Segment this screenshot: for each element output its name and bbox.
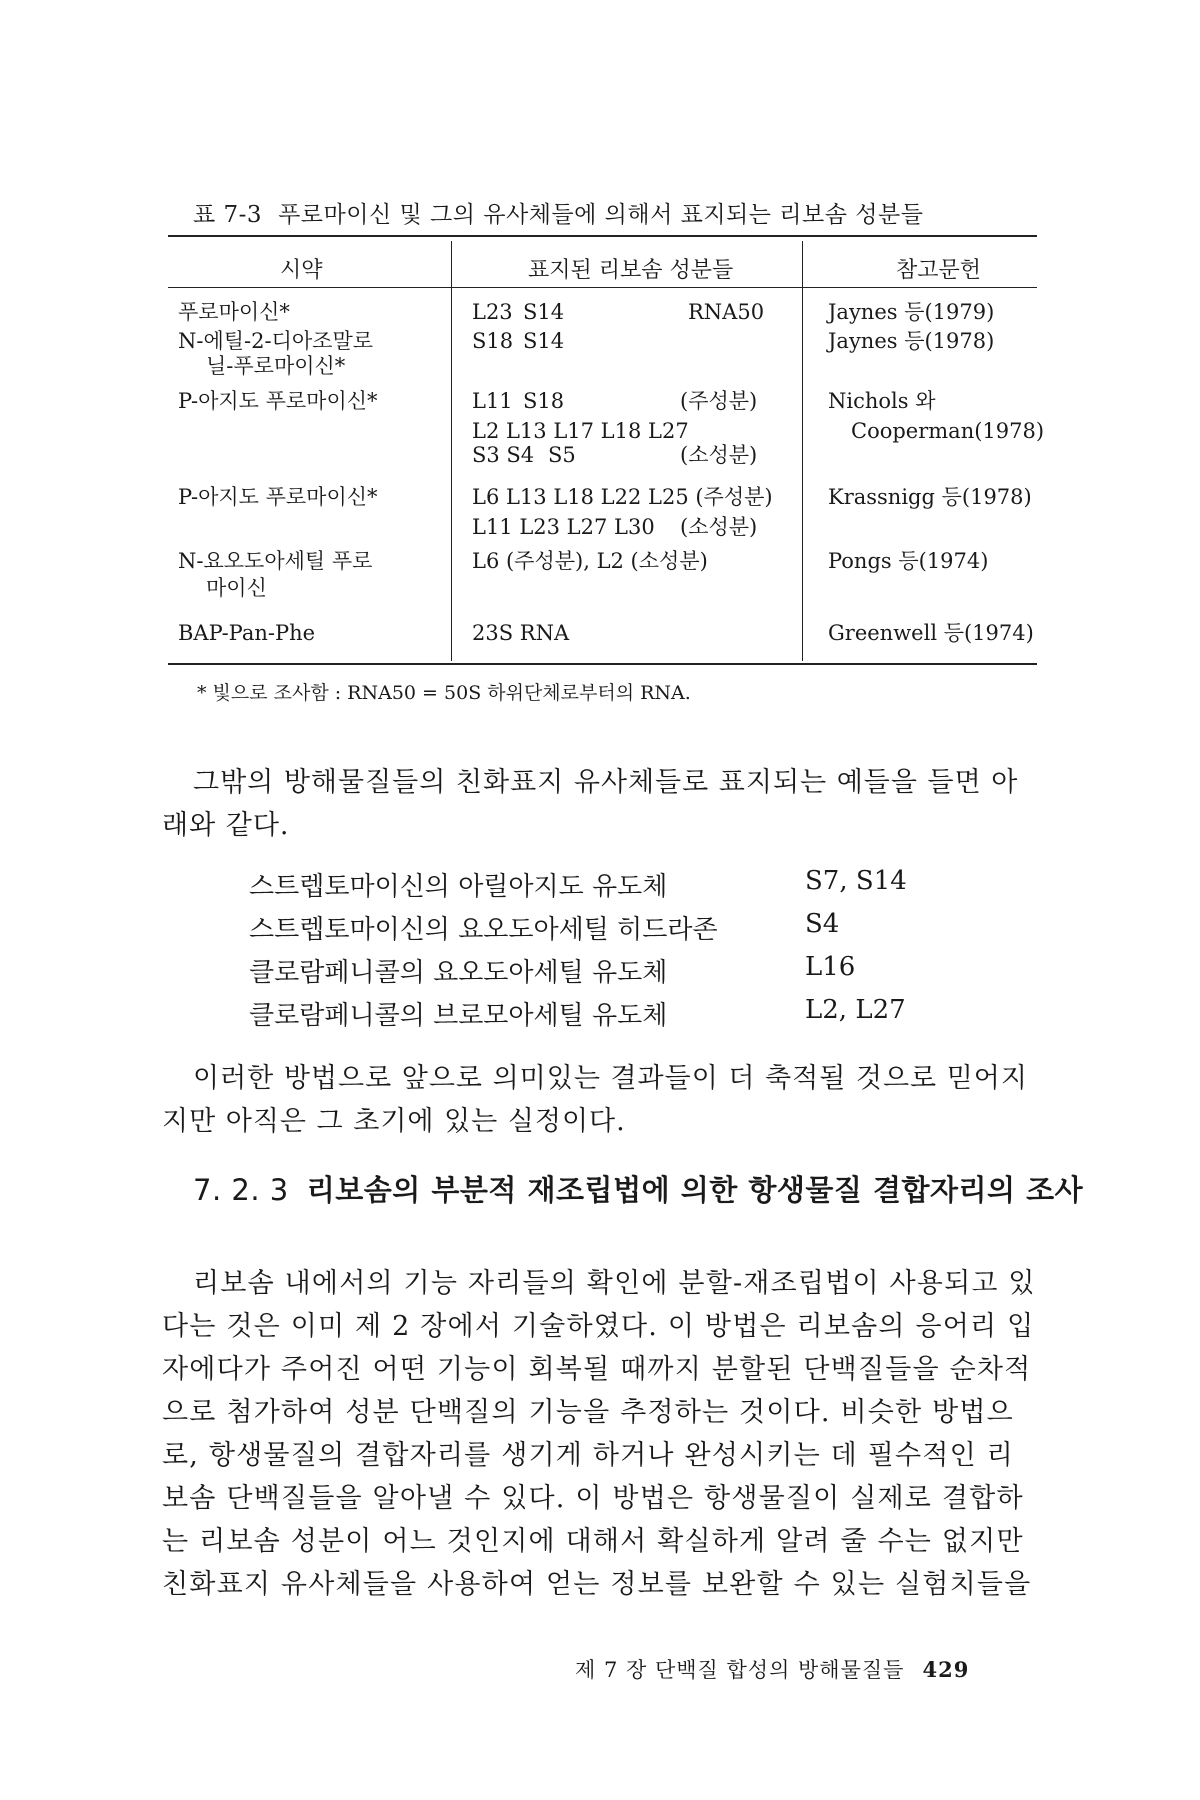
derivative-components: S4 <box>805 909 840 939</box>
table-cell-component: S5 <box>548 443 576 467</box>
table-cell-component: L6 L13 L18 L22 L25 (주성분) <box>472 485 773 509</box>
running-footer <box>575 1654 969 1684</box>
table-cell-component: (소성분) <box>680 515 758 539</box>
intro-line: 래와 같다. <box>162 810 290 841</box>
body-line: 보솜 단백질들을 알아낼 수 있다. 이 방법은 항생물질이 실제로 결합하 <box>162 1483 1024 1514</box>
table-cell-component: (주성분) <box>680 389 758 413</box>
intro-line: 그밖의 방해물질들의 친화표지 유사체들로 표지되는 예들을 들면 아 <box>193 767 1019 798</box>
table-cell-component: S18 <box>472 329 514 353</box>
ribosome-components-table <box>168 235 1045 665</box>
table-cell-component: 23S RNA <box>472 621 570 645</box>
body-line: 리보솜 내에서의 기능 자리들의 확인에 분할-재조립법이 사용되고 있 <box>193 1268 1036 1299</box>
derivative-name: 스트렙토마이신의 아릴아지도 유도체 <box>249 872 668 902</box>
body-line: 친화표지 유사체들을 사용하여 얻는 정보를 보완할 수 있는 실험치들을 <box>162 1569 1032 1600</box>
table-cell-reagent: P-아지도 푸로마이신* <box>178 485 378 509</box>
derivative-name: 클로람페니콜의 브로모아세틸 유도체 <box>249 1001 668 1031</box>
table-cell-component: L11 <box>472 389 513 413</box>
table-cell-reference: Pongs 등(1974) <box>828 549 989 573</box>
header-labeled-components: 표지된 리보솜 성분들 <box>528 258 734 283</box>
table-footnote: * 빛으로 조사함 : RNA50 = 50S 하위단체로부터의 RNA. <box>197 682 691 704</box>
table-cell-component: (소성분) <box>680 443 758 467</box>
body-line: 다는 것은 이미 제 2 장에서 기술하였다. 이 방법은 리보솜의 응어리 입 <box>162 1311 1035 1342</box>
table-cell-reference: Krassnigg 등(1978) <box>828 485 1032 509</box>
table-cell-reagent: 마이신 <box>206 576 267 600</box>
table-title: 푸로마이신 및 그의 유사체들에 의해서 표지되는 리보솜 성분들 <box>278 202 924 228</box>
derivative-name: 스트렙토마이신의 요오도아세틸 히드라존 <box>249 915 718 945</box>
body-line: 으로 첨가하여 성분 단백질의 기능을 추정하는 것이다. 비슷한 방법으 <box>162 1397 1014 1428</box>
table-cell-component: S14 <box>523 329 565 353</box>
chapter-title: 제 7 장 단백질 합성의 방해물질들 <box>575 1658 905 1682</box>
table-caption <box>193 196 923 229</box>
body-line: 자에다가 주어진 어떤 기능이 회복될 때까지 분할된 단백질들을 순차적 <box>162 1354 1032 1385</box>
table-number: 표 7-3 <box>193 202 263 228</box>
table-cell-reagent: P-아지도 푸로마이신* <box>178 389 378 413</box>
header-reagent: 시약 <box>280 258 323 283</box>
section-number: 7. 2. 3 <box>193 1173 289 1207</box>
conclusion-line: 지만 아직은 그 초기에 있는 실정이다. <box>162 1106 626 1137</box>
table-cell-component: S14 <box>523 300 565 324</box>
table-cell-reagent: N-에틸-2-디아조말로 <box>178 329 374 353</box>
table-column-divider <box>451 241 452 661</box>
table-cell-reagent: 푸로마이신* <box>178 300 290 324</box>
table-bottom-rule <box>168 663 1037 665</box>
table-cell-reference: Jaynes 등(1978) <box>828 329 995 353</box>
table-cell-component: S18 <box>523 389 565 413</box>
derivative-components: L2, L27 <box>805 995 906 1025</box>
table-column-divider <box>802 241 803 661</box>
derivative-name: 클로람페니콜의 요오도아세틸 유도체 <box>249 958 668 988</box>
table-cell-component: L6 (주성분), L2 (소성분) <box>472 549 708 573</box>
table-cell-reference: Nichols 와 <box>828 389 936 413</box>
table-top-rule <box>168 235 1037 237</box>
table-cell-reference: Greenwell 등(1974) <box>828 621 1034 645</box>
conclusion-line: 이러한 방법으로 앞으로 의미있는 결과들이 더 축적될 것으로 믿어지 <box>193 1063 1028 1094</box>
table-cell-reagent: N-요오도아세틸 푸로 <box>178 549 373 573</box>
section-title: 리보솜의 부분적 재조립법에 의한 항생물질 결합자리의 조사 <box>306 1173 1084 1207</box>
table-cell-component: RNA50 <box>688 300 765 324</box>
header-references: 참고문헌 <box>896 258 982 283</box>
page-number: 429 <box>922 1657 970 1682</box>
section-heading <box>193 1168 1083 1209</box>
table-cell-component: L23 <box>472 300 513 324</box>
table-cell-reagent: 닐-푸로마이신* <box>206 354 346 378</box>
table-cell-component: L2 L13 L17 L18 L27 <box>472 419 689 443</box>
table-cell-component: L11 L23 L27 L30 <box>472 515 655 539</box>
table-cell-reagent: BAP-Pan-Phe <box>178 621 316 645</box>
body-line: 로, 항생물질의 결합자리를 생기게 하거나 완성시키는 데 필수적인 리 <box>162 1440 1014 1471</box>
body-line: 는 리보솜 성분이 어느 것인지에 대해서 확실하게 알려 줄 수는 없지만 <box>162 1526 1024 1557</box>
derivative-components: S7, S14 <box>805 866 907 896</box>
table-header-rule <box>168 287 1037 288</box>
table-cell-reference: Cooperman(1978) <box>851 419 1045 443</box>
table-cell-component: S3 S4 <box>472 443 535 467</box>
table-cell-reference: Jaynes 등(1979) <box>828 300 995 324</box>
derivative-components: L16 <box>805 952 856 982</box>
